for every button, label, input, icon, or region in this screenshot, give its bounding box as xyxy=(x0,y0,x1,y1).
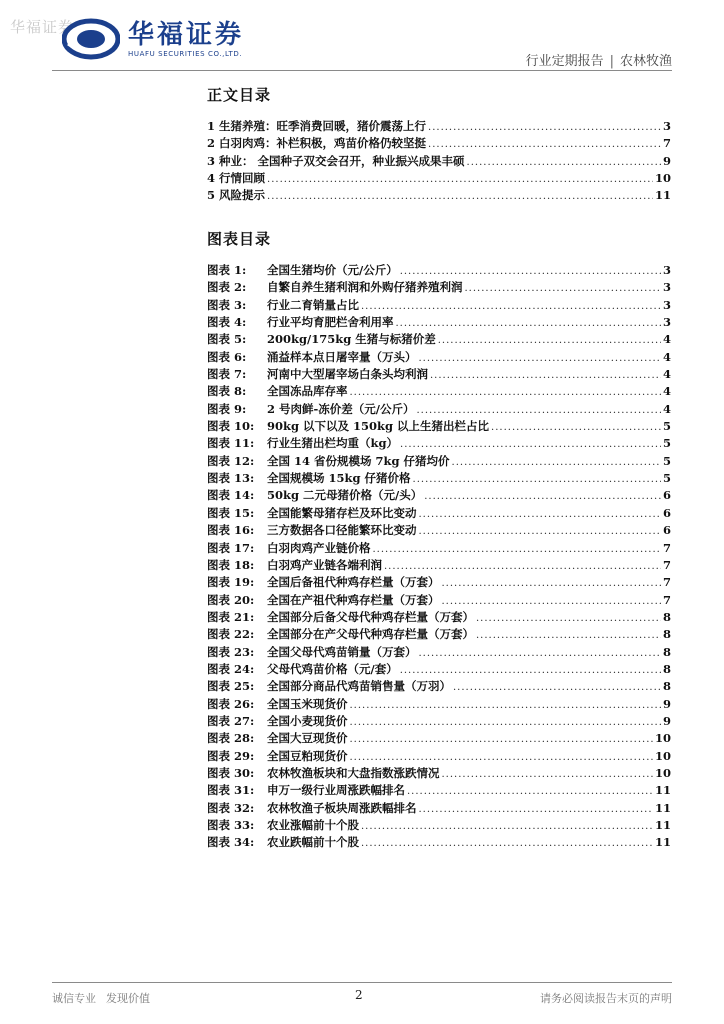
figure-page-number: 7 xyxy=(662,540,671,555)
toc-page-number: 11 xyxy=(654,188,671,203)
leader-dots xyxy=(413,474,661,485)
figure-entry[interactable] xyxy=(207,540,671,557)
figure-entry[interactable] xyxy=(207,418,671,435)
figure-number: 图表 1: xyxy=(207,263,247,277)
figure-entry[interactable] xyxy=(207,644,671,661)
figure-number: 图表 11: xyxy=(207,436,255,451)
leader-dots xyxy=(361,821,653,832)
leader-dots xyxy=(430,370,661,381)
figure-page-number: 8 xyxy=(662,609,671,624)
footer-rule xyxy=(52,982,672,983)
figure-entry[interactable] xyxy=(207,713,671,730)
figure-entry[interactable] xyxy=(207,730,671,747)
figure-label: 全国大豆现货价 xyxy=(267,731,348,746)
figure-label: 自繁自养生猪利润和外购仔猪养殖利润 xyxy=(267,280,463,295)
figures-list xyxy=(207,262,671,852)
figures-title: 图表目录 xyxy=(207,230,272,248)
figure-page-number: 6 xyxy=(662,505,671,520)
leader-dots xyxy=(467,157,661,168)
leader-dots xyxy=(361,301,661,312)
toc-page-number: 9 xyxy=(662,153,671,168)
leader-dots xyxy=(428,139,661,150)
figure-number: 图表 33: xyxy=(207,818,255,832)
figure-number: 图表 28: xyxy=(207,731,255,746)
figure-label: 河南中大型屠宰场白条头均利润 xyxy=(267,367,428,382)
figure-entry[interactable] xyxy=(207,800,671,817)
figure-number: 图表 6: xyxy=(207,349,247,364)
figure-entry[interactable] xyxy=(207,435,671,452)
leader-dots xyxy=(350,717,661,728)
figure-label: 200kg/175kg 生猪与标猪价差 xyxy=(267,332,436,347)
figure-page-number: 3 xyxy=(662,315,671,330)
figure-label: 90kg 以下以及 150kg 以上生猪出栏占比 xyxy=(267,419,490,434)
leader-dots xyxy=(400,266,661,277)
leader-dots xyxy=(384,561,661,572)
figure-entry[interactable] xyxy=(207,678,671,695)
footer-slogan-2: 发现价值 xyxy=(106,992,150,1005)
figure-number: 图表 20: xyxy=(207,592,255,607)
figure-label: 行业二育销量占比 xyxy=(267,297,359,312)
figure-entry[interactable] xyxy=(207,505,671,522)
figure-entry[interactable] xyxy=(207,557,671,574)
footer-disclaimer: 请务必阅读报告末页的声明 xyxy=(540,992,672,1005)
leader-dots xyxy=(428,122,661,133)
leader-dots xyxy=(361,838,653,849)
leader-dots xyxy=(452,457,661,468)
figure-page-number: 7 xyxy=(662,592,671,607)
figure-label: 全国豆粕现货价 xyxy=(267,748,348,763)
figure-entry[interactable] xyxy=(207,401,671,418)
toc-page-number: 7 xyxy=(662,136,671,151)
figure-label: 50kg 二元母猪价格（元/头） xyxy=(267,488,423,503)
figure-number: 图表 13: xyxy=(207,471,255,486)
toc-entry[interactable] xyxy=(207,118,671,135)
leader-dots xyxy=(419,526,661,537)
toc-entry[interactable] xyxy=(207,170,671,187)
toc-label: 行情回顾 xyxy=(219,171,266,186)
figure-label: 全国部分商品代鸡苗销售量（万羽） xyxy=(267,679,451,694)
figure-number: 图表 9: xyxy=(207,401,247,416)
figure-page-number: 8 xyxy=(662,679,671,694)
leader-dots xyxy=(438,335,661,346)
figure-number: 图表 29: xyxy=(207,748,255,763)
figure-label: 全国父母代鸡苗销量（万套） xyxy=(267,644,417,659)
figure-page-number: 8 xyxy=(662,661,671,676)
figure-page-number: 4 xyxy=(662,367,671,382)
figure-page-number: 10 xyxy=(654,731,671,746)
toc-number: 1 xyxy=(207,119,216,133)
leader-dots xyxy=(442,578,661,589)
toc-entry[interactable] xyxy=(207,187,671,204)
leader-dots xyxy=(453,682,661,693)
toc-number: 3 xyxy=(207,153,216,168)
figure-label: 全国生猪均价（元/公斤） xyxy=(267,263,398,277)
toc-list xyxy=(207,118,671,205)
figure-page-number: 5 xyxy=(662,436,671,451)
leader-dots xyxy=(442,769,653,780)
figure-entry[interactable] xyxy=(207,279,671,296)
figure-label: 农林牧渔子板块周涨跌幅排名 xyxy=(267,800,417,815)
figure-label: 全国部分在产父母代种鸡存栏量（万套） xyxy=(267,627,474,642)
figure-page-number: 11 xyxy=(654,835,671,850)
figure-number: 图表 34: xyxy=(207,835,255,850)
figure-page-number: 6 xyxy=(662,488,671,503)
figure-number: 图表 3: xyxy=(207,297,247,312)
leader-dots xyxy=(419,804,653,815)
figure-entry[interactable] xyxy=(207,331,671,348)
toc-number: 4 xyxy=(207,171,216,186)
figure-entry[interactable] xyxy=(207,262,671,279)
leader-dots xyxy=(419,648,661,659)
logo-chinese-name: 华福证券 xyxy=(128,19,245,50)
leader-dots xyxy=(416,405,661,416)
figure-number: 图表 22: xyxy=(207,627,255,642)
figure-page-number: 5 xyxy=(662,453,671,468)
figure-label: 涌益样本点日屠宰量（万头） xyxy=(267,349,417,364)
figure-entry[interactable] xyxy=(207,696,671,713)
company-logo xyxy=(62,18,244,60)
figure-label: 全国部分后备父母代种鸡存栏量（万套） xyxy=(267,609,474,624)
leader-dots xyxy=(350,387,661,398)
figure-page-number: 4 xyxy=(662,349,671,364)
figure-page-number: 11 xyxy=(654,818,671,832)
figure-label: 全国后备祖代种鸡存栏量（万套） xyxy=(267,575,440,590)
figure-page-number: 5 xyxy=(662,471,671,486)
figure-entry[interactable] xyxy=(207,817,671,834)
toc-label: 种业： 全国种子双交会召开，种业振兴成果丰硕 xyxy=(219,153,465,168)
figure-number: 图表 25: xyxy=(207,679,255,694)
figure-number: 图表 10: xyxy=(207,419,255,434)
leader-dots xyxy=(419,509,661,520)
figure-page-number: 3 xyxy=(662,280,671,295)
leader-dots xyxy=(424,491,661,502)
toc-title: 正文目录 xyxy=(207,86,272,104)
figure-label: 三方数据各口径能繁环比变动 xyxy=(267,523,417,538)
figure-label: 全国小麦现货价 xyxy=(267,713,348,728)
leader-dots xyxy=(491,422,661,433)
figure-entry[interactable] xyxy=(207,748,671,765)
figure-page-number: 7 xyxy=(662,575,671,590)
figure-label: 白羽鸡产业链各端利润 xyxy=(267,557,382,572)
figure-entry[interactable] xyxy=(207,765,671,782)
figure-page-number: 7 xyxy=(662,557,671,572)
figure-page-number: 6 xyxy=(662,523,671,538)
figure-entry[interactable] xyxy=(207,609,671,626)
figure-page-number: 3 xyxy=(662,263,671,277)
sector-name: 农林牧渔 xyxy=(619,54,672,69)
figure-number: 图表 19: xyxy=(207,575,255,590)
figure-entry[interactable] xyxy=(207,314,671,331)
figure-label: 全国在产祖代种鸡存栏量（万套） xyxy=(267,592,440,607)
toc-label: 风险提示 xyxy=(219,188,266,203)
header-category xyxy=(526,50,672,69)
figure-number: 图表 2: xyxy=(207,280,247,295)
figure-entry[interactable] xyxy=(207,522,671,539)
figure-label: 2 号肉鲜-冻价差（元/公斤） xyxy=(267,401,415,416)
page-number: 2 xyxy=(355,988,363,1002)
figure-number: 图表 18: xyxy=(207,557,255,572)
figure-entry[interactable] xyxy=(207,574,671,591)
footer-slogan-1: 诚信专业 xyxy=(52,992,96,1005)
figure-page-number: 9 xyxy=(662,696,671,711)
leader-dots xyxy=(373,544,661,555)
figure-entry[interactable] xyxy=(207,383,671,400)
leader-dots xyxy=(465,283,661,294)
figure-page-number: 8 xyxy=(662,644,671,659)
leader-dots xyxy=(407,786,653,797)
figure-label: 申万一级行业周涨跌幅排名 xyxy=(267,783,405,798)
leader-dots xyxy=(267,174,653,185)
figure-label: 行业平均育肥栏舍利用率 xyxy=(267,315,394,330)
logo-english-name: HUAFU SECURITIES CO.,LTD. xyxy=(128,49,243,58)
leader-dots xyxy=(350,734,653,745)
toc-number: 2 xyxy=(207,136,216,151)
figure-entry[interactable] xyxy=(207,626,671,643)
leader-dots xyxy=(476,630,661,641)
leader-dots xyxy=(400,439,661,450)
figure-number: 图表 27: xyxy=(207,713,255,728)
toc-number: 5 xyxy=(207,188,216,203)
figure-entry[interactable] xyxy=(207,592,671,609)
figure-number: 图表 26: xyxy=(207,696,255,711)
figure-entry[interactable] xyxy=(207,453,671,470)
figure-entry[interactable] xyxy=(207,470,671,487)
figure-number: 图表 15: xyxy=(207,505,255,520)
figure-label: 全国玉米现货价 xyxy=(267,696,348,711)
footer-slogan xyxy=(52,990,150,1006)
figure-label: 农林牧渔板块和大盘指数涨跌情况 xyxy=(267,765,440,780)
figure-page-number: 4 xyxy=(662,332,671,347)
figure-label: 全国规模场 15kg 仔猪价格 xyxy=(267,471,411,486)
figure-number: 图表 31: xyxy=(207,783,255,798)
figure-entry[interactable] xyxy=(207,297,671,314)
figure-number: 图表 24: xyxy=(207,661,255,676)
figure-page-number: 11 xyxy=(654,800,671,815)
figure-number: 图表 14: xyxy=(207,488,255,503)
toc-label: 白羽肉鸡：补栏积极，鸡苗价格仍较坚挺 xyxy=(219,136,427,151)
leader-dots xyxy=(400,665,661,676)
leader-dots xyxy=(350,700,661,711)
toc-entry[interactable] xyxy=(207,153,671,170)
figure-page-number: 5 xyxy=(662,419,671,434)
figure-page-number: 9 xyxy=(662,713,671,728)
figure-label: 父母代鸡苗价格（元/套） xyxy=(267,661,398,676)
toc-label: 生猪养殖：旺季消费回暖，猪价震荡上行 xyxy=(219,119,427,133)
leader-dots xyxy=(419,353,661,364)
watermark: 华福证券 xyxy=(10,18,75,36)
figure-number: 图表 12: xyxy=(207,453,255,468)
figure-number: 图表 16: xyxy=(207,523,255,538)
figure-number: 图表 32: xyxy=(207,800,255,815)
figure-number: 图表 8: xyxy=(207,384,247,399)
figure-label: 农业涨幅前十个股 xyxy=(267,818,359,832)
toc-entry[interactable] xyxy=(207,135,671,152)
figure-entry[interactable] xyxy=(207,487,671,504)
figure-page-number: 10 xyxy=(654,765,671,780)
figure-label: 全国冻品库存率 xyxy=(267,384,348,399)
figure-page-number: 3 xyxy=(662,297,671,312)
figure-number: 图表 17: xyxy=(207,540,255,555)
leader-dots xyxy=(350,752,653,763)
figure-label: 全国 14 省份规模场 7kg 仔猪均价 xyxy=(267,453,450,468)
figure-number: 图表 23: xyxy=(207,644,255,659)
leader-dots xyxy=(476,613,661,624)
leader-dots xyxy=(267,191,653,202)
figure-page-number: 8 xyxy=(662,627,671,642)
leader-dots xyxy=(442,596,661,607)
figure-number: 图表 5: xyxy=(207,332,247,347)
header-rule xyxy=(52,70,672,71)
header-separator: | xyxy=(609,54,614,69)
leader-dots xyxy=(396,318,661,329)
figure-label: 白羽肉鸡产业链价格 xyxy=(267,540,371,555)
toc-page-number: 3 xyxy=(662,119,671,133)
figure-label: 农业跌幅前十个股 xyxy=(267,835,359,850)
figure-entry[interactable] xyxy=(207,782,671,799)
figure-label: 行业生猪出栏均重（kg） xyxy=(267,436,399,451)
figure-page-number: 4 xyxy=(662,384,671,399)
report-type: 行业定期报告 xyxy=(525,54,604,69)
toc-page-number: 10 xyxy=(654,171,671,186)
logo-swirl-icon xyxy=(62,18,120,60)
figure-number: 图表 7: xyxy=(207,367,247,382)
figure-entry[interactable] xyxy=(207,349,671,366)
figure-entry[interactable] xyxy=(207,661,671,678)
figure-number: 图表 30: xyxy=(207,765,255,780)
figure-page-number: 4 xyxy=(662,401,671,416)
figure-number: 图表 4: xyxy=(207,315,247,330)
figure-label: 全国能繁母猪存栏及环比变动 xyxy=(267,505,417,520)
figure-entry[interactable] xyxy=(207,366,671,383)
figure-page-number: 11 xyxy=(654,783,671,798)
figure-number: 图表 21: xyxy=(207,609,255,624)
figure-page-number: 10 xyxy=(654,748,671,763)
figure-entry[interactable] xyxy=(207,834,671,851)
